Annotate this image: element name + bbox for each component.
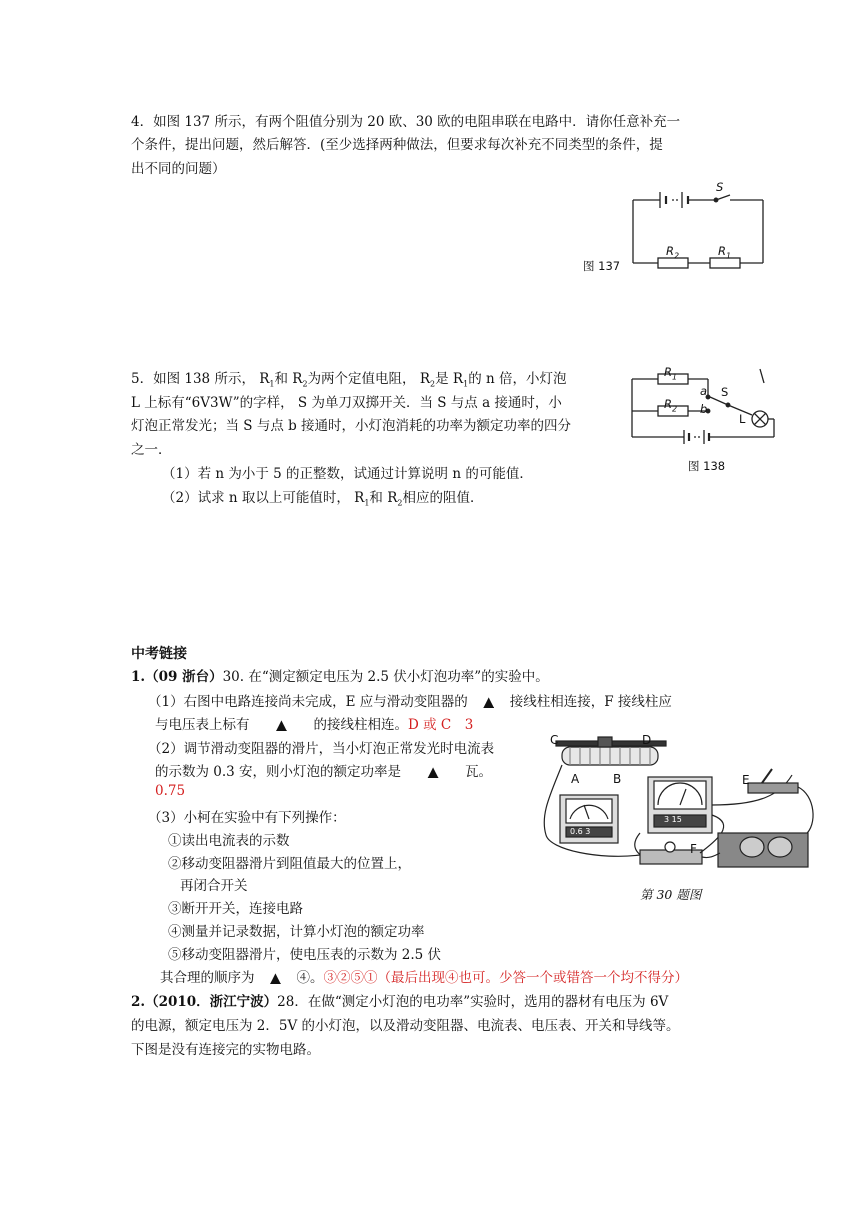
zk1-operation-2: ②移动变阻器滑片到阻值最大的位置上， <box>168 856 411 872</box>
q5-line-3: 灯泡正常发光；当 S 与点 b 接通时，小灯泡消耗的功率为额定功率的四分 <box>131 418 572 434</box>
zk1-part2-line2: 的示数为 0.3 安，则小灯泡的额定功率是 ▲ 瓦。 <box>155 764 493 780</box>
fig138-b-label: b <box>700 402 708 416</box>
zk1-title: 1.（09 浙台）30. 在“测定额定电压为 2.5 伏小灯泡功率”的实验中。 <box>131 669 549 685</box>
fig138-switch-label: S <box>721 385 729 399</box>
fig138-r2-label: $R_2$ <box>664 397 678 414</box>
fig137-switch-label: S <box>716 180 724 194</box>
q4-line-3: 出不同的问题） <box>131 161 226 177</box>
zk1-operation-4: ④测量并记录数据，计算小灯泡的额定功率 <box>168 924 425 940</box>
q4-line-1: 4．如图 137 所示，有两个阻值分别为 20 欧、30 欧的电阻串联在电路中．请你任意补充一 <box>131 114 681 130</box>
fig138-r1-label: $R_1$ <box>664 365 678 382</box>
figure-138-label: 图 138 <box>688 459 726 473</box>
zk1-operation-2-cont: 再闭合开关 <box>180 878 248 894</box>
zk2-line-1: 2.（2010．浙江宁波）28．在做“测定小灯泡的电功率”实验时，选用的器材有电压为 6V <box>131 994 669 1010</box>
zk1-part3-intro: （3）小柯在实验中有下列操作： <box>148 810 346 826</box>
fig30-label-c: C <box>550 733 559 747</box>
zk1-order-answer: ③②⑤①（最后出现④也可。少答一个或错答一个均不得分） <box>323 970 688 986</box>
zk1-part1-line1: （1）右图中电路连接尚未完成，E 应与滑动变阻器的 ▲ 接线柱相连接，F 接线柱应 <box>148 694 672 710</box>
fig30-label-e: E <box>742 773 750 787</box>
fig30-voltmeter-scale: 3 15 <box>664 815 682 824</box>
zk1-order-line: 其合理的顺序为 ▲ ④。③②⑤①（最后出现④也可。少答一个或错答一个均不得分） <box>160 970 688 986</box>
section-heading: 中考链接 <box>131 646 187 662</box>
q4-line-2: 个条件，提出问题，然后解答．(至少选择两种做法，但要求每次补充不同类型的条件，提 <box>131 137 663 153</box>
zk1-part1-answer: D 或 C 3 <box>408 717 474 733</box>
fig137-r1-label: $R_1$ <box>718 244 732 261</box>
figure-30-apparatus <box>540 735 830 875</box>
fig137-r2-label: $R_2$ <box>666 244 680 261</box>
fig30-label-a: A <box>571 772 580 786</box>
q5-line-4: 之一． <box>131 442 172 458</box>
fig30-ammeter-scale: 0.6 3 <box>570 827 591 836</box>
fig30-label-f: F <box>690 842 697 856</box>
q5-sub-question-1: （1）若 n 为小于 5 的正整数，试通过计算说明 n 的可能值． <box>162 466 533 482</box>
fig30-label-b: B <box>613 772 622 786</box>
zk1-operation-3: ③断开开关，连接电路 <box>168 901 303 917</box>
zk1-operation-1: ①读出电流表的示数 <box>168 833 290 849</box>
zk1-part1-line2: 与电压表上标有 ▲ 的接线柱相连。D 或 C 3 <box>155 717 474 733</box>
figure-137-label: 图 137 <box>583 259 621 273</box>
zk1-part2-line1: （2）调节滑动变阻器的滑片，当小灯泡正常发光时电流表 <box>148 741 495 757</box>
figure-30-caption: 第 30 题图 <box>640 887 702 902</box>
figure-137-circuit <box>630 185 770 265</box>
fig138-a-label: a <box>700 384 708 398</box>
zk2-line-3: 下图是没有连接完的实物电路。 <box>131 1042 320 1058</box>
fig30-label-d: D <box>642 733 652 747</box>
fig138-lamp-label: L <box>739 412 746 426</box>
q5-line-2: L 上标有“6V3W”的字样， S 为单刀双掷开关．当 S 与点 a 接通时，小 <box>131 395 562 411</box>
q5-sub-question-2: （2）试求 n 取以上可能值时， $R_1$和 $R_2$相应的阻值． <box>162 490 484 508</box>
zk2-line-2: 的电源，额定电压为 2．5V 的小灯泡，以及滑动变阻器、电流表、电压表、开关和导线等。 <box>131 1018 680 1034</box>
zk1-part2-answer: 0.75 <box>155 783 186 799</box>
q5-line-1: 5．如图 138 所示， $R_1$和 $R_2$为两个定值电阻， $R_2$是 $R_1$的 n 倍，小灯泡 <box>131 371 567 389</box>
zk1-operation-5: ⑤移动变阻器滑片，使电压表的示数为 2.5 伏 <box>168 947 442 963</box>
